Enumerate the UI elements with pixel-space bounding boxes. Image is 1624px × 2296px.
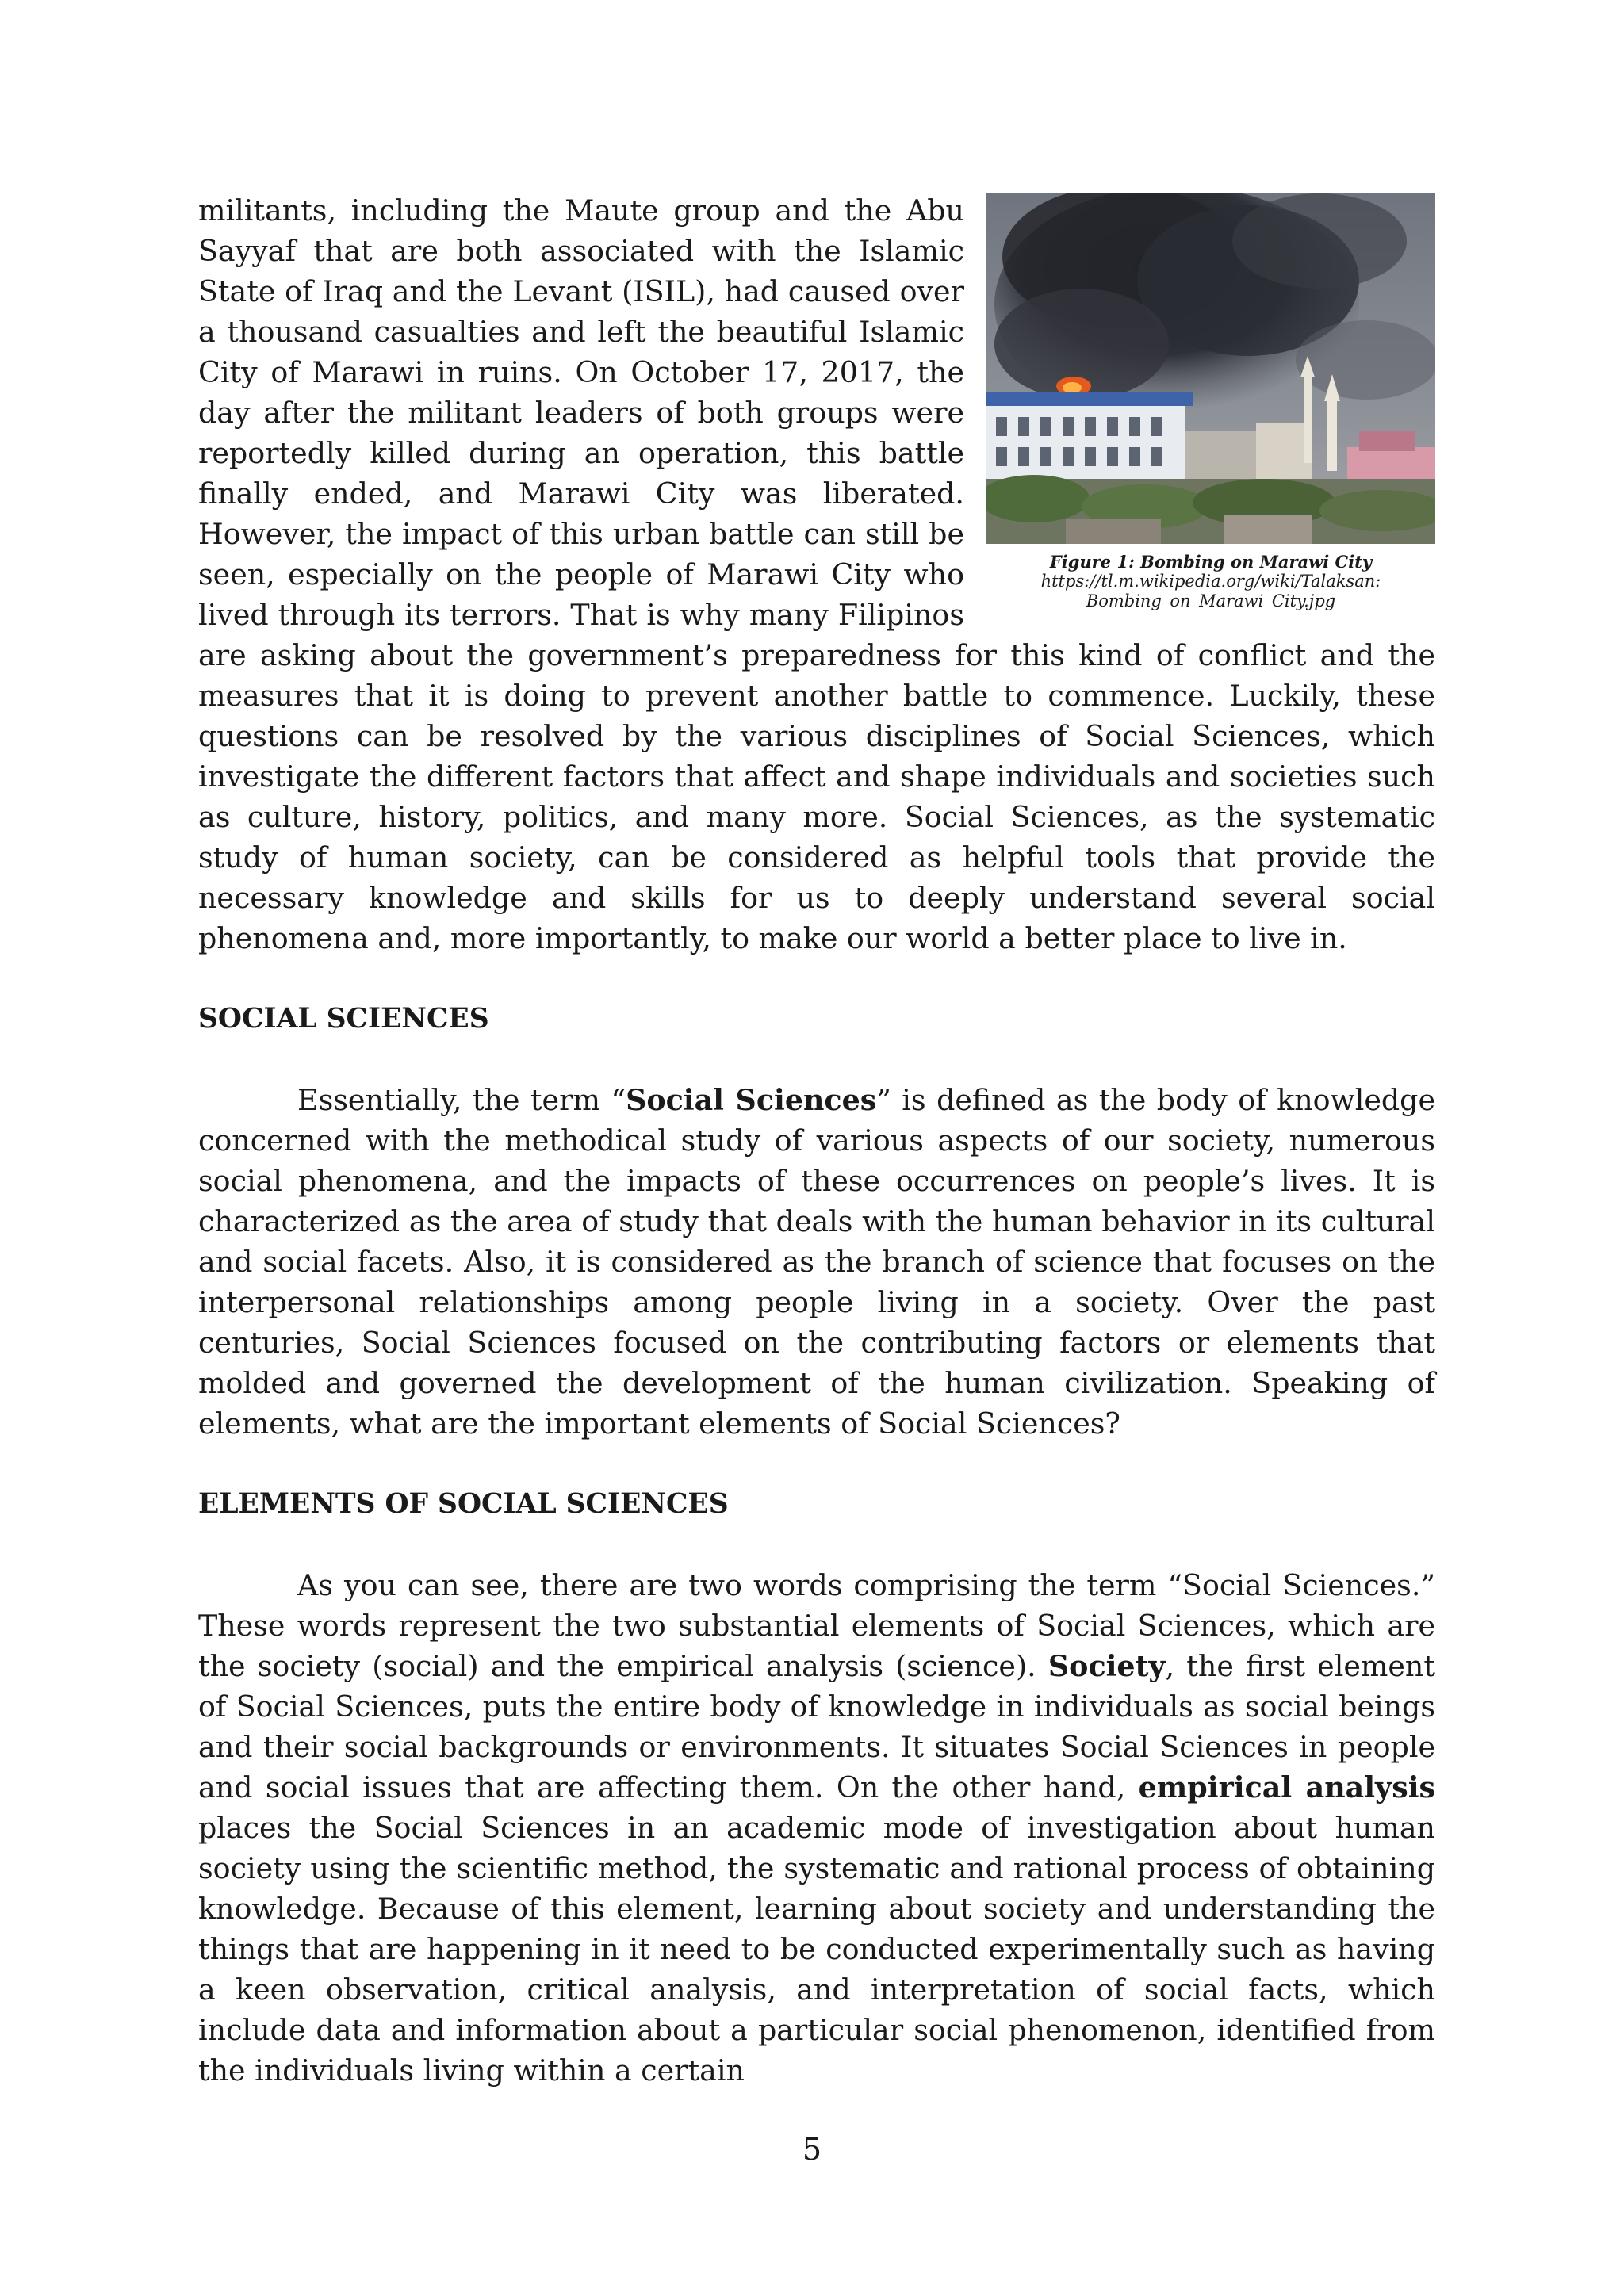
text-area	[198, 190, 1435, 2091]
paragraph-text: ” is defined as the body of knowledge concerned with the methodical study of various aspects of our society, numerous social phenomena, and the impacts of these occurrences on people’s lives. It is characterized as the area of study that deals with the human behavior in its cultural and social facets. Also, it is considered as the branch of science that focuses on the interpersonal relationships among people living in a society. Over the past centuries, Social Sciences focused on the contributing factors or elements that molded and governed the development of the human civilization. Speaking of elements, what are the important elements of Social Sciences?	[198, 1083, 1435, 1441]
figure-caption	[986, 552, 1435, 611]
paragraph-text: , the first element of Social Sciences, puts the entire body of knowledge in individuals as social beings and their social backgrounds or environments. It situates Social Sciences in people and social issues that are affecting them. On the other hand,	[198, 1649, 1435, 1804]
paragraph-text: As you can see, there are two words comprising the term “Social Sciences.” These words represent the two substantial elements of Social Sciences, which are the society (social) and the empirical analysis (science).	[198, 1568, 1435, 1683]
marawi-bombing-photo	[986, 193, 1435, 544]
heading-elements-of-social-sciences: ELEMENTS OF SOCIAL SCIENCES	[198, 1488, 729, 1520]
paragraph-text: places the Social Sciences in an academic mode of investigation about human society using the scientific method, the systematic and rational process of obtaining knowledge. Because of this element, learning about society and understanding the things that are happening in it need to be conducted experimentally such as having a keen observation, critical analysis, and interpretation of social facts, which include data and information about a particular social phenomenon, identified from the individuals living within a certain	[198, 1811, 1435, 2087]
heading-social-sciences: SOCIAL SCIENCES	[198, 1003, 489, 1035]
paragraph-elements	[198, 1565, 1435, 2091]
figure-1	[986, 193, 1435, 611]
figure-source-line-1: https://tl.m.wikipedia.org/wiki/Talaksan:	[1040, 572, 1381, 591]
term-empirical-analysis: empirical analysis	[1138, 1770, 1436, 1804]
intro-paragraph: militants, including the Maute group and the Abu Sayyaf that are both associated with the Islamic State of Iraq and the Levant (ISIL), had caused over a thousand casualties and left the beautiful Islamic City of Marawi in ruins. On October 17, 2017, the day after the militant leaders of both groups were reportedly killed during an operation, this battle finally ended, and Marawi City was liberated. However, the impact of this urban battle can still be seen, especially on the people of Marawi City who lived through its terrors. That is why many Filipinos are asking about the government’s preparedness for this kind of conflict and the measures that it is doing to prevent another battle to commence. Luckily, these questions can be resolved by the various disciplines of Social Sciences, which investigate the different factors that affect and shape individuals and societies such as culture, history, politics, and many more. Social Sciences, as the systematic study of human society, can be considered as helpful tools that provide the necessary knowledge and skills for us to deeply understand several social phenomena and, more importantly, to make our world a better place to live in.	[198, 193, 1435, 955]
figure-caption-title: Figure 1: Bombing on Marawi City	[1049, 552, 1373, 572]
page-number: 5	[802, 2132, 822, 2167]
paragraph-text: Essentially, the term “	[297, 1083, 626, 1117]
paragraph-social-sciences-definition	[198, 1080, 1435, 1444]
term-social-sciences: Social Sciences	[626, 1083, 877, 1117]
figure-source-line-2: Bombing_on_Marawi_City.jpg	[1086, 591, 1336, 610]
term-society: Society	[1048, 1649, 1166, 1683]
